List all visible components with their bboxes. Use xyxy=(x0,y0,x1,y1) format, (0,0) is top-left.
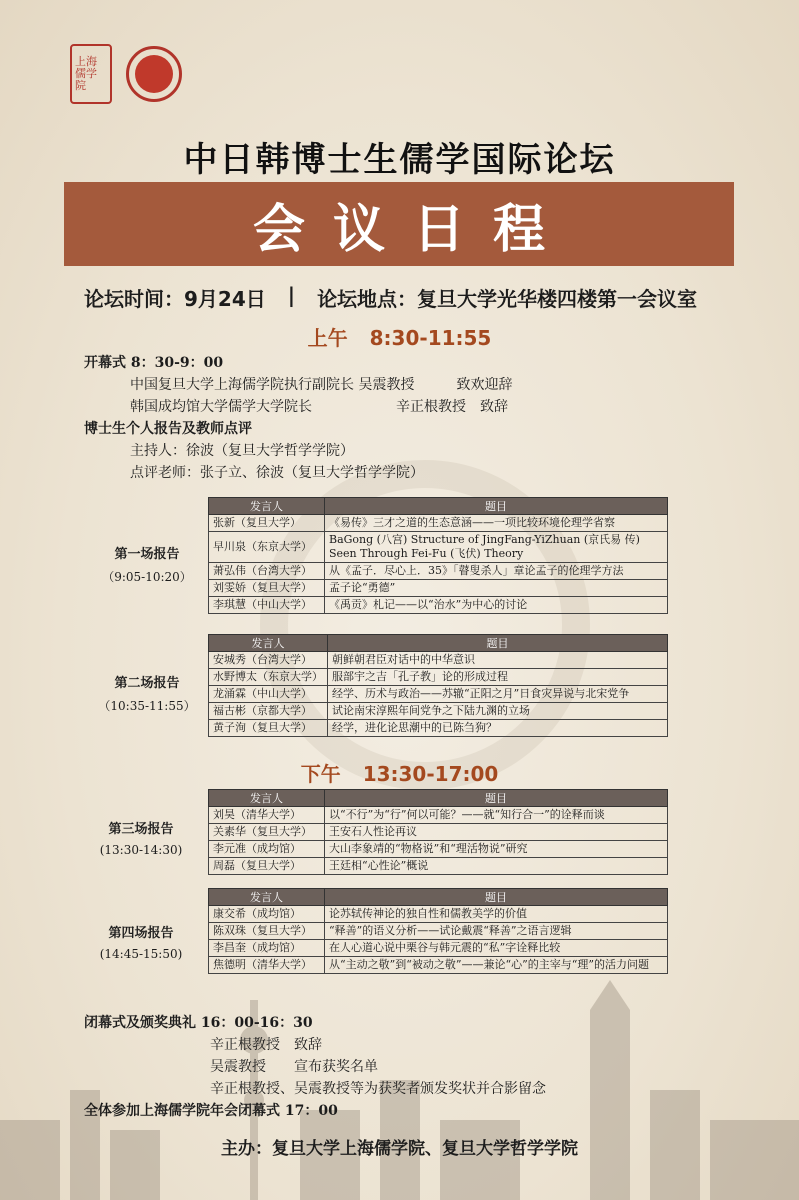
topic-cell: 试论南宋淳熙年间党争之下陆九渊的立场 xyxy=(328,703,668,720)
session-1-time: （9:05-10:20） xyxy=(102,570,192,584)
opening-line-2: 韩国成均馆大学儒学大学院长 辛正根教授 致辞 xyxy=(130,399,508,415)
speaker-cell: 周磊（复旦大学） xyxy=(209,858,325,875)
table-header xyxy=(209,889,668,906)
topic-header: 题目 xyxy=(328,635,668,652)
table-row xyxy=(209,906,668,923)
banner-text: 会议日程 xyxy=(252,198,573,260)
table-row xyxy=(209,686,668,703)
table-row xyxy=(209,703,668,720)
table-row xyxy=(209,532,668,563)
speaker-cell: 刘雯娇（复旦大学） xyxy=(209,579,325,596)
topic-cell: 王廷相“心性论”概说 xyxy=(325,858,668,875)
topic-cell: 从“主动之敬”到“被动之敬”——兼论“心”的主宰与“理”的活力问题 xyxy=(325,957,668,974)
doctoral-reviewers: 点评老师：张子立、徐波（复旦大学哲学学院） xyxy=(130,465,424,481)
session-4-name: 第四场报告 xyxy=(108,926,174,941)
topic-cell: 王安石人性论再议 xyxy=(325,824,668,841)
topic-cell: 经学，进化论思潮中的已陈刍狗？ xyxy=(328,720,668,737)
table-row xyxy=(209,652,668,669)
table-row xyxy=(209,596,668,613)
speaker-cell: 黄子洵（复旦大学） xyxy=(209,720,328,737)
speaker-cell: 龙涌霖（中山大学） xyxy=(209,686,328,703)
forum-info xyxy=(84,283,744,312)
speaker-cell: 水野博太（东京大学） xyxy=(209,669,328,686)
table-row xyxy=(209,807,668,824)
session-1-name: 第一场报告 xyxy=(114,547,180,562)
session-2-time: （10:35-11:55） xyxy=(98,699,196,713)
table-header xyxy=(209,790,668,807)
session-4-time: (14:45-15:50) xyxy=(99,947,183,961)
table-row xyxy=(209,579,668,596)
speaker-cell: 康交希（成均馆） xyxy=(209,906,325,923)
session-2-name: 第二场报告 xyxy=(114,676,180,691)
closing-line-1: 辛正根教授 致辞 xyxy=(210,1037,322,1053)
speaker-cell: 陈双珠（复旦大学） xyxy=(209,923,325,940)
table-row xyxy=(209,940,668,957)
topic-cell: 经学、历术与政治——苏辙“正阳之月”日食灾异说与北宋党争 xyxy=(328,686,668,703)
speaker-header: 发言人 xyxy=(209,889,325,906)
closing-title: 闭幕式及颁奖典礼 16：00-16：30 xyxy=(84,1015,313,1031)
table-row xyxy=(209,923,668,940)
afternoon-label: 下午 xyxy=(300,762,341,786)
organizer: 主办：复旦大学上海儒学院、复旦大学哲学学院 xyxy=(221,1139,578,1159)
topic-cell: 在人心道心说中栗谷与韩元震的“私”字诠释比较 xyxy=(325,940,668,957)
session-4-label xyxy=(66,922,216,961)
afternoon-heading xyxy=(0,758,799,787)
table-header xyxy=(209,635,668,652)
table-row xyxy=(209,562,668,579)
session-3-table xyxy=(208,789,668,875)
forum-time: 论坛时间：9月24日 xyxy=(84,287,266,311)
session-2-table xyxy=(208,634,668,737)
topic-header: 题目 xyxy=(325,498,668,515)
speaker-cell: 焦德明（清华大学） xyxy=(209,957,325,974)
topic-header: 题目 xyxy=(325,889,668,906)
topic-header: 题目 xyxy=(325,790,668,807)
table-row xyxy=(209,841,668,858)
speaker-cell: 早川泉（东京大学） xyxy=(209,532,325,563)
page-title: 中日韩博士生儒学国际论坛 xyxy=(183,140,616,180)
logo-group xyxy=(70,44,182,104)
speaker-cell: 萧弘伟（台湾大学） xyxy=(209,562,325,579)
session-3-label xyxy=(66,818,216,857)
session-1-table xyxy=(208,497,668,614)
table-row xyxy=(209,824,668,841)
topic-cell: “释善”的语义分析——试论戴震“释善”之语言逻辑 xyxy=(325,923,668,940)
session-1-label xyxy=(72,543,222,585)
closing-line-2: 吴震教授 宣布获奖名单 xyxy=(210,1059,378,1075)
speaker-cell: 关素华（复旦大学） xyxy=(209,824,325,841)
speaker-cell: 安城秀（台湾大学） xyxy=(209,652,328,669)
morning-heading xyxy=(0,322,799,351)
closing-line-3: 辛正根教授、吴震教授等为获奖者颁发奖状并合影留念 xyxy=(210,1081,546,1097)
speaker-cell: 福古彬（京都大学） xyxy=(209,703,328,720)
university-emblem-icon xyxy=(126,46,182,102)
speaker-cell: 张新（复旦大学） xyxy=(209,515,325,532)
topic-cell: 《易传》三才之道的生态意涵——一项比较环境伦理学省察 xyxy=(325,515,668,532)
table-row xyxy=(209,858,668,875)
topic-cell: 孟子论“勇德” xyxy=(325,579,668,596)
session-2-label xyxy=(72,672,222,714)
topic-cell: 服部宇之吉「孔子教」论的形成过程 xyxy=(328,669,668,686)
opening-line-1: 中国复旦大学上海儒学院执行副院长 吴震教授 致欢迎辞 xyxy=(130,377,513,393)
speaker-header: 发言人 xyxy=(209,498,325,515)
speaker-cell: 李元准（成均馆） xyxy=(209,841,325,858)
topic-cell: 朝鲜朝君臣对话中的中华意识 xyxy=(328,652,668,669)
speaker-cell: 刘昊（清华大学） xyxy=(209,807,325,824)
table-row xyxy=(209,957,668,974)
topic-cell: 大山李象靖的“物格说”和“理活物说”研究 xyxy=(325,841,668,858)
table-row xyxy=(209,720,668,737)
session-4-table xyxy=(208,888,668,974)
speaker-header: 发言人 xyxy=(209,635,328,652)
table-row xyxy=(209,515,668,532)
topic-cell: 《禹贡》札记——以“治水”为中心的讨论 xyxy=(325,596,668,613)
forum-venue: 论坛地点：复旦大学光华楼四楼第一会议室 xyxy=(317,287,698,311)
table-header xyxy=(209,498,668,515)
opening-title: 开幕式 8：30-9：00 xyxy=(84,355,224,371)
schedule-banner xyxy=(64,182,734,266)
speaker-header: 发言人 xyxy=(209,790,325,807)
morning-label: 上午 xyxy=(307,326,348,350)
doctoral-title: 博士生个人报告及教师点评 xyxy=(84,421,252,437)
topic-cell: BaGong (八宫) Structure of JingFang-YiZhuan (京氏易 传) Seen Through Fei-Fu (飞伏) Theory xyxy=(325,532,668,563)
topic-cell: 论苏轼传神论的独自性和儒教美学的价值 xyxy=(325,906,668,923)
afternoon-time: 13:30-17:00 xyxy=(362,762,499,786)
annual-closing: 全体参加上海儒学院年会闭幕式 17：00 xyxy=(84,1103,338,1119)
table-row xyxy=(209,669,668,686)
session-3-name: 第三场报告 xyxy=(108,822,174,837)
session-3-time: (13:30-14:30) xyxy=(99,843,183,857)
morning-time: 8:30-11:55 xyxy=(369,326,492,350)
topic-cell: 以“不行”为“行”何以可能？——就“知行合一”的诠释而谈 xyxy=(325,807,668,824)
info-separator: | xyxy=(287,283,296,307)
seal-logo: 上海儒学院 xyxy=(70,44,112,104)
doctoral-host: 主持人：徐波（复旦大学哲学学院） xyxy=(130,443,354,459)
speaker-cell: 李琪慧（中山大学） xyxy=(209,596,325,613)
speaker-cell: 李昌奎（成均馆） xyxy=(209,940,325,957)
topic-cell: 从《孟子．尽心上．35》「瞽叟杀人」章论孟子的伦理学方法 xyxy=(325,562,668,579)
